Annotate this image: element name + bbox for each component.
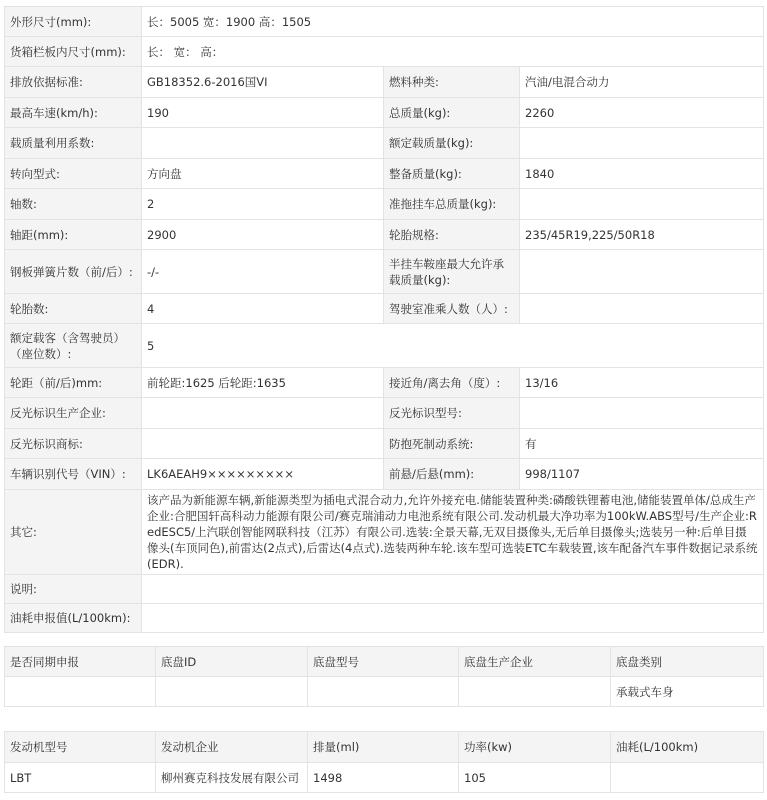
reflect-maker-label: 反光标识生产企业: [5, 398, 142, 429]
table-row [5, 677, 764, 707]
other-value: 该产品为新能源车辆,新能源类型为插电式混合动力,允许外接充电.储能装置种类:磷酸铁锂蓄电池,储能装置单体/总成生产企业:合肥国轩高科动力能源有限公司/赛克瑞浦动力电池系统有限公司.发动机最大净功率为100kW.ABS型号/生产企业:RedESC5/上汽联创智能网联科技（江苏）有限公司.选装:全景天幕,无双目摄像头,无后单目摄像头;选装另一种:后单目摄像头(车顶同色),前雷达(2点式),后雷达(4点式).选装两种车轮.该车型可选装ETC车载装置,该车配备汽车事件数据记录系统(EDR). [142, 490, 764, 575]
passengers-label: 额定载客（含驾驶员）（座位数）: [5, 324, 142, 368]
reflect-brand-value [142, 429, 384, 459]
cab-seats-value [520, 294, 764, 324]
tire-count-label: 轮胎数: [5, 294, 142, 324]
chassis-header-cell: 底盘类别 [611, 647, 764, 677]
spec-row-reflect [5, 398, 764, 429]
total-mass-value: 2260 [520, 98, 764, 128]
cargo-value: 长： 宽： 高： [142, 37, 764, 67]
overhang-value: 998/1107 [520, 459, 764, 490]
vin-value: LK6AEAH9××××××××× [142, 459, 384, 490]
curb-mass-value: 1840 [520, 159, 764, 189]
fuel-consumption-label: 油耗申报值(L/100km): [5, 604, 142, 633]
spec-row-tires [5, 294, 764, 324]
chassis-header-row [5, 647, 764, 677]
chassis-header-cell: 底盘ID [156, 647, 308, 677]
spec-row-dims [5, 7, 764, 37]
engine-cell [611, 763, 764, 793]
engine-table [4, 731, 764, 793]
cargo-label: 货箱栏板内尺寸(mm): [5, 37, 142, 67]
fuel-type-label: 燃料种类: [384, 67, 520, 98]
spec-row-abs [5, 429, 764, 459]
passengers-value: 5 [142, 324, 764, 368]
load-util-label: 载质量利用系数: [5, 128, 142, 159]
chassis-cell: 承载式车身 [611, 677, 764, 707]
dims-label: 外形尺寸(mm): [5, 7, 142, 37]
engine-header-cell: 发动机企业 [156, 732, 308, 763]
abs-value: 有 [520, 429, 764, 459]
reflect-maker-value [142, 398, 384, 429]
rated-load-value [520, 128, 764, 159]
chassis-cell [156, 677, 308, 707]
engine-cell: 1498 [308, 763, 459, 793]
engine-header-cell: 功率(kw) [459, 732, 611, 763]
total-mass-label: 总质量(kg): [384, 98, 520, 128]
rated-load-label: 额定载质量(kg): [384, 128, 520, 159]
load-util-value [142, 128, 384, 159]
reflect-brand-label: 反光标识商标: [5, 429, 142, 459]
tire-count-value: 4 [142, 294, 384, 324]
tire-spec-label: 轮胎规格: [384, 220, 520, 250]
reflect-model-label: 反光标识型号: [384, 398, 520, 429]
engine-header-cell: 发动机型号 [5, 732, 156, 763]
curb-mass-label: 整备质量(kg): [384, 159, 520, 189]
tire-spec-value: 235/45R19,225/50R18 [520, 220, 764, 250]
trailer-mass-label: 准拖挂车总质量(kg): [384, 189, 520, 220]
spec-row-other [5, 490, 764, 575]
dims-value: 长：5005 宽：1900 高：1505 [142, 7, 764, 37]
chassis-cell [459, 677, 611, 707]
spec-row-fuel-consumption [5, 604, 764, 633]
spec-row-vin [5, 459, 764, 490]
cab-seats-label: 驾驶室准乘人数（人）: [384, 294, 520, 324]
engine-header-cell: 油耗(L/100km) [611, 732, 764, 763]
leaf-spring-label: 钢板弹簧片数（前/后）: [5, 250, 142, 294]
spec-row-track [5, 368, 764, 398]
steering-value: 方向盘 [142, 159, 384, 189]
semi-trailer-value [520, 250, 764, 294]
max-speed-label: 最高车速(km/h): [5, 98, 142, 128]
spec-row-passengers [5, 324, 764, 368]
chassis-header-cell: 是否同期申报 [5, 647, 156, 677]
wheelbase-value: 2900 [142, 220, 384, 250]
spec-row-emission [5, 67, 764, 98]
engine-header-cell: 排量(ml) [308, 732, 459, 763]
chassis-cell [308, 677, 459, 707]
engine-cell: 105 [459, 763, 611, 793]
wheelbase-label: 轴距(mm): [5, 220, 142, 250]
leaf-spring-value: -/- [142, 250, 384, 294]
spec-row-steering [5, 159, 764, 189]
steering-label: 转向型式: [5, 159, 142, 189]
spec-row-cargo [5, 37, 764, 67]
engine-cell: LBT [5, 763, 156, 793]
spec-row-load [5, 128, 764, 159]
approach-angle-label: 接近角/离去角（度）: [384, 368, 520, 398]
fuel-type-value: 汽油/电混合动力 [520, 67, 764, 98]
overhang-label: 前悬/后悬(mm): [384, 459, 520, 490]
other-label: 其它: [5, 490, 142, 575]
spec-row-wheelbase [5, 220, 764, 250]
engine-cell: 柳州赛克科技发展有限公司 [156, 763, 308, 793]
vehicle-spec-table [4, 6, 764, 633]
reflect-model-value [520, 398, 764, 429]
track-label: 轮距（前/后)mm: [5, 368, 142, 398]
spec-row-speed [5, 98, 764, 128]
emission-label: 排放依据标准: [5, 67, 142, 98]
max-speed-value: 190 [142, 98, 384, 128]
vin-label: 车辆识别代号（VIN）: [5, 459, 142, 490]
note-value [142, 575, 764, 604]
spec-row-note [5, 575, 764, 604]
spec-row-axles [5, 189, 764, 220]
approach-angle-value: 13/16 [520, 368, 764, 398]
trailer-mass-value [520, 189, 764, 220]
emission-value: GB18352.6-2016国VI [142, 67, 384, 98]
spec-row-leaf [5, 250, 764, 294]
track-value: 前轮距:1625 后轮距:1635 [142, 368, 384, 398]
semi-trailer-label: 半挂车鞍座最大允许承载质量(kg): [384, 250, 520, 294]
chassis-cell [5, 677, 156, 707]
fuel-consumption-value [142, 604, 764, 633]
chassis-header-cell: 底盘型号 [308, 647, 459, 677]
axles-label: 轴数: [5, 189, 142, 220]
chassis-header-cell: 底盘生产企业 [459, 647, 611, 677]
chassis-table [4, 646, 764, 707]
note-label: 说明: [5, 575, 142, 604]
engine-header-row [5, 732, 764, 763]
abs-label: 防抱死制动系统: [384, 429, 520, 459]
axles-value: 2 [142, 189, 384, 220]
table-row [5, 763, 764, 793]
